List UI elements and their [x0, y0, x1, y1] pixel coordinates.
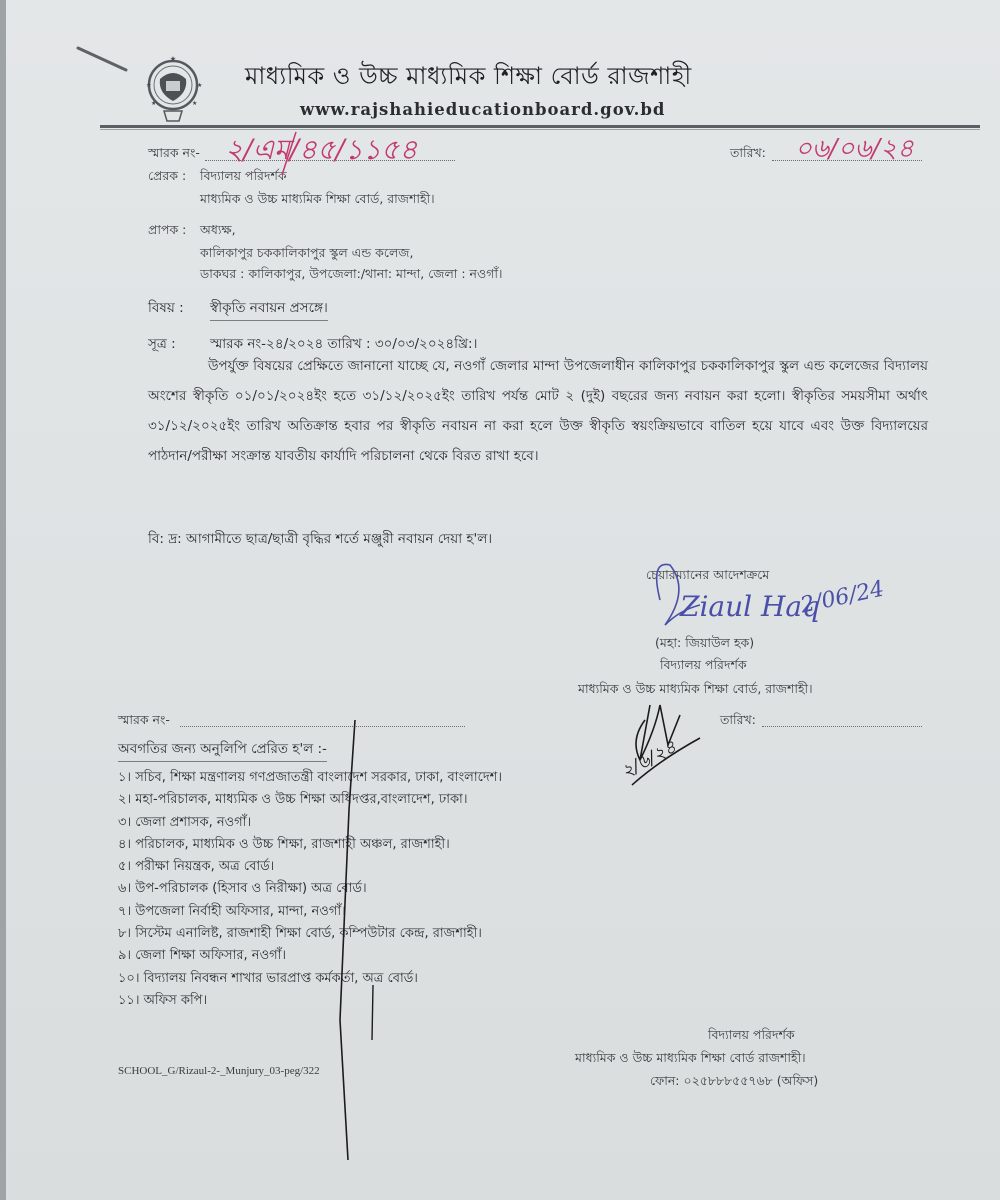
reference-label: সূত্র : — [148, 336, 176, 352]
copy-list-item: ৬। উপ-পরিচালক (হিসাব ও নিরীক্ষা) অত্র বোর্ড। — [118, 881, 367, 897]
signer-designation: বিদ্যালয় পরিদর্শক — [660, 657, 747, 672]
body-paragraph-block — [148, 351, 928, 471]
page-edge-shadow — [0, 0, 6, 1200]
order-line: চেয়ারম্যানের আদেশক্রমে — [646, 567, 770, 582]
svg-text:★: ★ — [169, 55, 177, 63]
copy-list-item: ২। মহা-পরিচালক, মাধ্যমিক ও উচ্চ শিক্ষা অধিদপ্তর,বাংলাদেশ, ঢাকা। — [118, 792, 468, 808]
signer-name: (মহা: জিয়াউল হক) — [655, 635, 755, 650]
svg-text:★: ★ — [146, 82, 152, 89]
file-code: SCHOOL_G/Rizaul-2-_Munjury_03-peg/322 — [118, 1065, 320, 1077]
memo-date-label: তারিখ: — [730, 145, 766, 160]
svg-text:★: ★ — [192, 100, 198, 107]
body-paragraph: উপর্যুক্ত বিষয়ের প্রেক্ষিতে জানানো যাচ্ছে যে, নওগাঁ জেলার মান্দা উপজেলাধীন কালিকাপুর চককালিকাপুর স্কুল এন্ড কলেজের বিদ্যালয় অংশের স্বীকৃতি ০১/০১/২০২৪ইং হতে ৩১/১২/২০২৫ইং তারিখ পর্যন্ত মোট ২ (দুই) বছরের জন্য নবায়ন করা হলো। স্বীকৃতির সময়সীমা অর্থাৎ ৩১/১২/২০২৫ইং তারিখ অতিক্রান্ত হবার পর স্বীকৃতি নবায়ন না করা হলে উক্ত স্বীকৃতি স্বয়ংক্রিয়ভাবে বাতিল হয়ে যাবে এবং উক্ত বিদ্যালয়ের পাঠদান/পরীক্ষা সংক্রান্ত যাবতীয় কার্যাদি পরিচালনা থেকে বিরত রাখা হবে। — [148, 358, 928, 464]
copy-list-item: ৯। জেলা শিক্ষা অফিসার, নওগাঁ। — [118, 948, 287, 964]
initials-date-handwritten: ২/৬/২৪ — [618, 736, 680, 783]
copy-ref-dotline — [180, 712, 465, 727]
signature-handwritten: Ziaul Haq — [680, 590, 821, 623]
footer-designation: বিদ্যালয় পরিদর্শক — [708, 1027, 795, 1042]
copy-list-item: ১০। বিদ্যালয় নিবন্ধন শাখার ভারপ্রাপ্ত কর্মকর্তা, অত্র বোর্ড। — [118, 970, 418, 986]
reference-text: স্মারক নং-২৪/২০২৪ তারিখ : ৩০/০৩/২০২৪খ্রি:। — [210, 336, 478, 352]
copy-list-item: ৩। জেলা প্রশাসক, নওগাঁ। — [118, 814, 252, 830]
copy-recipient-list — [118, 767, 502, 1012]
copy-date-dotline — [762, 712, 922, 727]
copy-ref-label: স্মারক নং- — [118, 712, 170, 727]
footer-office: মাধ্যমিক ও উচ্চ মাধ্যমিক শিক্ষা বোর্ড রাজশাহী। — [575, 1050, 806, 1065]
copy-heading: অবগতির জন্য অনুলিপি প্রেরিত হ'ল :- — [118, 738, 327, 762]
copy-list-item: ৫। পরীক্ষা নিয়ন্ত্রক, অত্র বোর্ড। — [118, 859, 275, 875]
sender-label: প্রেরক : — [148, 168, 187, 183]
copy-list-item: ৮। সিস্টেম এনালিষ্ট, রাজশাহী শিক্ষা বোর্ড, কম্পিউটার কেন্দ্র, রাজশাহী। — [118, 926, 482, 942]
svg-text:★: ★ — [197, 82, 203, 89]
sender-line-1: বিদ্যালয় পরিদর্শক — [200, 168, 287, 183]
letterhead-website: www.rajshahieducationboard.gov.bd — [300, 100, 666, 119]
copy-list-item: ১১। অফিস কপি। — [118, 992, 208, 1008]
recipient-line-1: অধ্যক্ষ, — [200, 222, 236, 237]
body-note: বি: দ্র: আগামীতে ছাত্র/ছাত্রী বৃদ্ধির শর্তে মঞ্জুরী নবায়ন দেয়া হ'ল। — [148, 531, 493, 547]
sender-line-2: মাধ্যমিক ও উচ্চ মাধ্যমিক শিক্ষা বোর্ড, রাজশাহী। — [200, 191, 435, 206]
copy-list-item: ১। সচিব, শিক্ষা মন্ত্রণালয় গণপ্রজাতন্ত্রী বাংলাদেশ সরকার, ঢাকা, বাংলাদেশ। — [118, 770, 503, 785]
copy-list-item: ৭। উপজেলা নির্বাহী অফিসার, মান্দা, নওগাঁ। — [118, 903, 346, 919]
copy-list-item: ৪। পরিচালক, মাধ্যমিক ও উচ্চ শিক্ষা, রাজশাহী অঞ্চল, রাজশাহী। — [118, 836, 450, 852]
subject-label: বিষয় : — [148, 300, 184, 316]
memo-ref-handwritten: ২/এম/৪৫/১১৫৪ — [225, 133, 418, 166]
svg-text:★: ★ — [151, 100, 157, 107]
subject-text: স্বীকৃতি নবায়ন প্রসঙ্গে। — [210, 297, 328, 321]
recipient-label: প্রাপক : — [148, 222, 187, 237]
footer-phone: ফোন: ০২৫৮৮৮৫৫৭৬৮ (অফিস) — [650, 1073, 819, 1088]
recipient-line-3: ডাকঘর : কালিকাপুর, উপজেলা:/থানা: মান্দা, জেলা : নওগাঁ। — [200, 266, 503, 281]
letterhead-title: মাধ্যমিক ও উচ্চ মাধ্যমিক শিক্ষা বোর্ড রাজশাহী — [245, 62, 692, 90]
copy-date-label: তারিখ: — [720, 712, 756, 727]
recipient-line-2: কালিকাপুর চককালিকাপুর স্কুল এন্ড কলেজ, — [200, 245, 414, 260]
signer-office: মাধ্যমিক ও উচ্চ মাধ্যমিক শিক্ষা বোর্ড, রাজশাহী। — [578, 681, 813, 696]
memo-date-handwritten: ০৬/০৬/২৪ — [795, 134, 914, 164]
memo-ref-label: স্মারক নং- — [148, 145, 200, 160]
signature-date-handwritten: 2/06/24 — [798, 576, 887, 619]
board-emblem-icon — [142, 55, 204, 125]
